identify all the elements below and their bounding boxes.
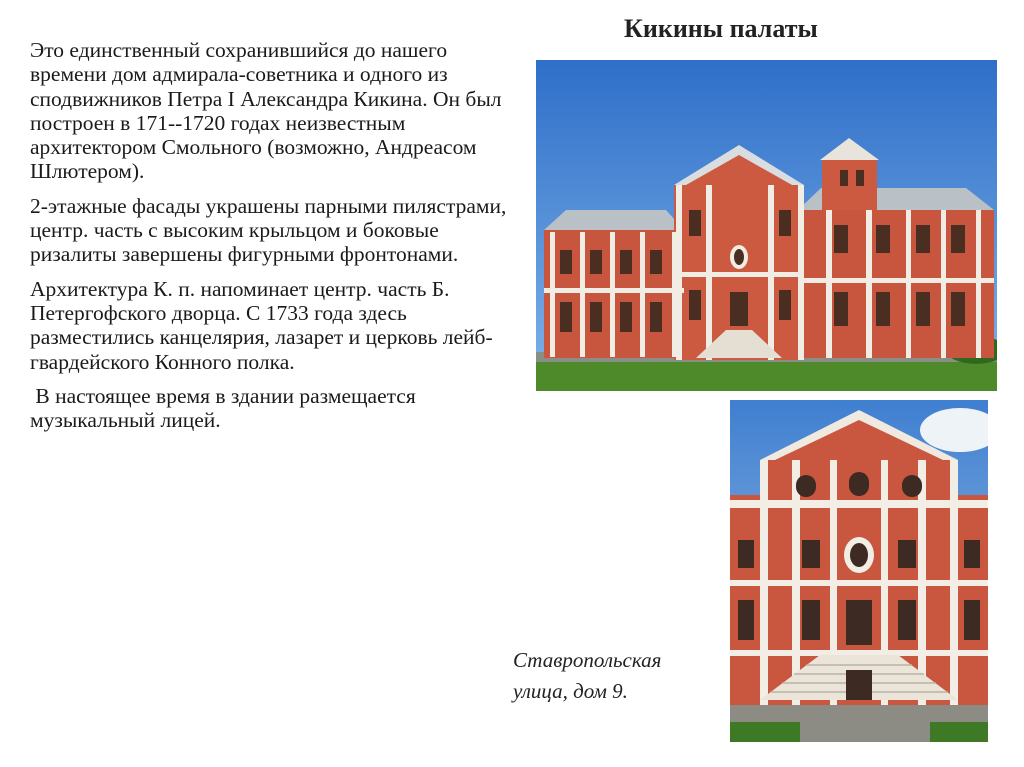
caption-line-1: Ставропольская [513, 648, 662, 672]
paragraph-present: В настоящее время в здании размещается музыкальный лицей. [30, 383, 422, 433]
caption-line-2: улица, дом 9. [513, 679, 628, 703]
paragraph-facades: 2-этажные фасады украшены парными пилястрами, центр. часть с высоким крыльцом и боковые ризалиты завершены фигурными фронтонами. [30, 193, 507, 267]
building-photo-facade [730, 400, 988, 742]
slide-title: Кикины палаты [624, 14, 818, 43]
paragraph-architecture: Архитектура К. п. напоминает центр. часть Б. Петергофского дворца. С 1733 года здесь разместились канцелярия, лазарет и церковь лейб-гвардейского Конного полка. [30, 276, 493, 374]
body-text [30, 38, 510, 442]
paragraph-history: Это единственный сохранившийся до нашего времени дом адмирала-советника и одного из сподвижников Петра I Александра Кикина. Он был построен в 171--1720 годах неизвестным архитектором Смольного (возможно, Андреасом Шлютером). [30, 38, 502, 184]
building-photo-general [536, 60, 997, 391]
address-caption [513, 645, 661, 707]
